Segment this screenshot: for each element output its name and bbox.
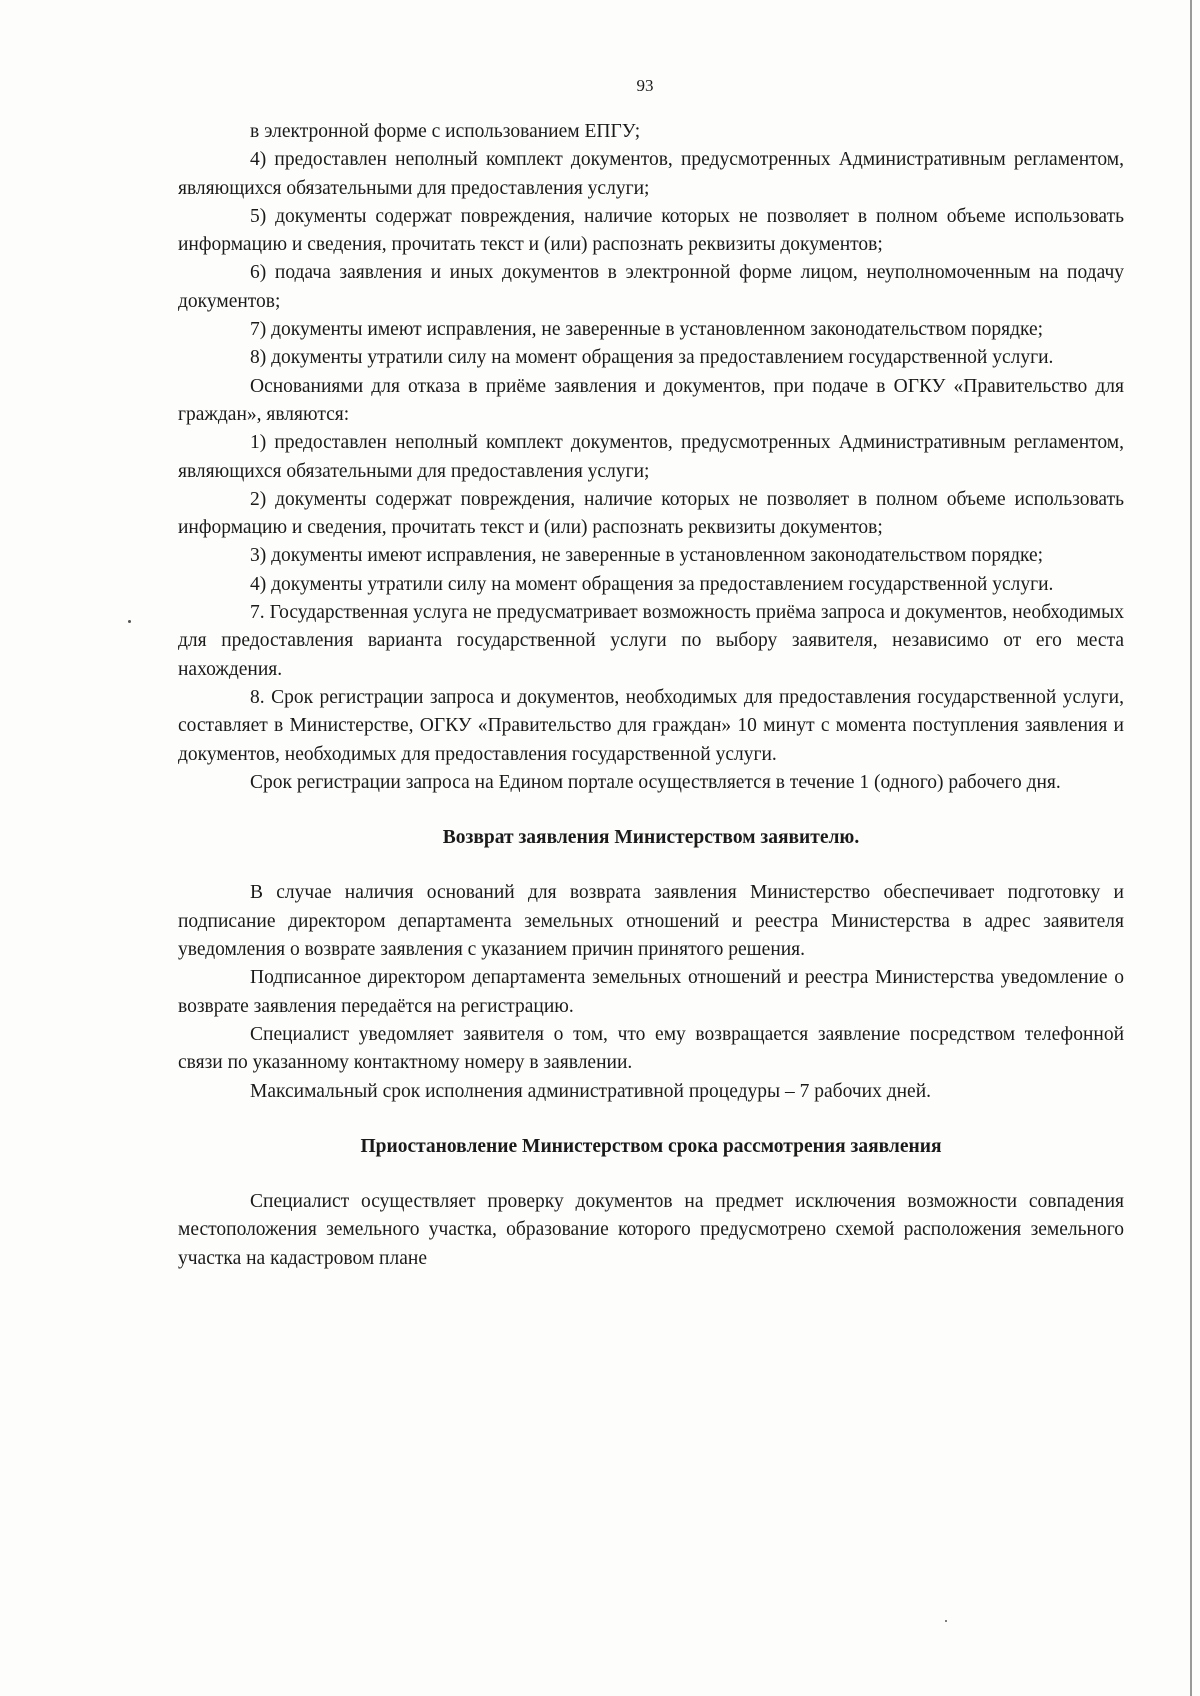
list-item: 5) документы содержат повреждения, наличие которых не позволяет в полном объеме использовать информацию и сведения, прочитать текст и (или) распознать реквизиты документов; xyxy=(178,205,1124,256)
paragraph: Специалист осуществляет проверку документов на предмет исключения возможности совпадения местоположения земельного участка, образование которого предусмотрено схемой расположения земельного участка на кадастровом плане xyxy=(178,1191,1124,1269)
paragraph: 7. Государственная услуга не предусматривает возможность приёма запроса и документов, необходимых для предоставления варианта государственной услуги по выбору заявителя, независимо от его места нахождения. xyxy=(178,602,1124,680)
paragraph: Максимальный срок исполнения административной процедуры – 7 рабочих дней. xyxy=(250,1080,932,1102)
paragraph: в электронной форме с использованием ЕПГУ; xyxy=(250,121,641,142)
list-item: 1) предоставлен неполный комплект документов, предусмотренных Административным регламентом, являющихся обязательными для предоставления услуги; xyxy=(178,432,1124,482)
list-item: 7) документы имеют исправления, не заверенные в установленном законодательством порядке; xyxy=(250,319,1044,341)
paragraph: Специалист уведомляет заявителя о том, что ему возвращается заявление посредством телефонной связи по указанному контактному номеру в заявлении. xyxy=(178,1023,1124,1074)
scan-edge-line xyxy=(1190,0,1192,1696)
page-number: 93 xyxy=(636,76,654,95)
list-item: 4) предоставлен неполный комплект документов, предусмотренных Административным регламентом, являющихся обязательными для предоставления услуги; xyxy=(178,149,1124,199)
list-item: 4) документы утратили силу на момент обращения за предоставлением государственной услуги. xyxy=(250,573,1054,595)
paragraph: В случае наличия оснований для возврата заявления Министерство обеспечивает подготовку и подписание директором департамента земельных отношений и реестра Министерства в адрес заявителя уведомления о возврате заявления с указанием причин принятого решения. xyxy=(178,882,1124,961)
list-item: 6) подача заявления и иных документов в электронной форме лицом, неуполномоченным на подачу документов; xyxy=(178,262,1124,312)
list-item: 8) документы утратили силу на момент обращения за предоставлением государственной услуги. xyxy=(250,347,1054,369)
paragraph: 8. Срок регистрации запроса и документов, необходимых для предоставления государственной услуги, составляет в Министерстве, ОГКУ «Правительство для граждан» 10 минут с момента поступления заявления и документов, необходимых для предоставления государственной услуги. xyxy=(178,686,1124,765)
document-body xyxy=(178,118,1124,1273)
paragraph: Срок регистрации запроса на Едином портале осуществляется в течение 1 (одного) рабочего дня. xyxy=(250,771,1061,793)
paragraph: Подписанное директором департамента земельных отношений и реестра Министерства уведомление о возврате заявления передаётся на регистрацию. xyxy=(178,967,1124,1017)
paragraph: Основаниями для отказа в приёме заявления и документов, при подаче в ОГКУ «Правительство для граждан», являются: xyxy=(178,375,1124,425)
list-item: 2) документы содержат повреждения, наличие которых не позволяет в полном объеме использовать информацию и сведения, прочитать текст и (или) распознать реквизиты документов; xyxy=(178,488,1124,539)
section-heading-return: Возврат заявления Министерством заявителю. xyxy=(442,827,860,849)
scan-speck xyxy=(945,1620,947,1622)
scan-speck xyxy=(128,620,131,623)
section-heading-suspension: Приостановление Министерством срока рассмотрения заявления xyxy=(360,1135,942,1157)
list-item: 3) документы имеют исправления, не заверенные в установленном законодательством порядке; xyxy=(250,545,1044,567)
